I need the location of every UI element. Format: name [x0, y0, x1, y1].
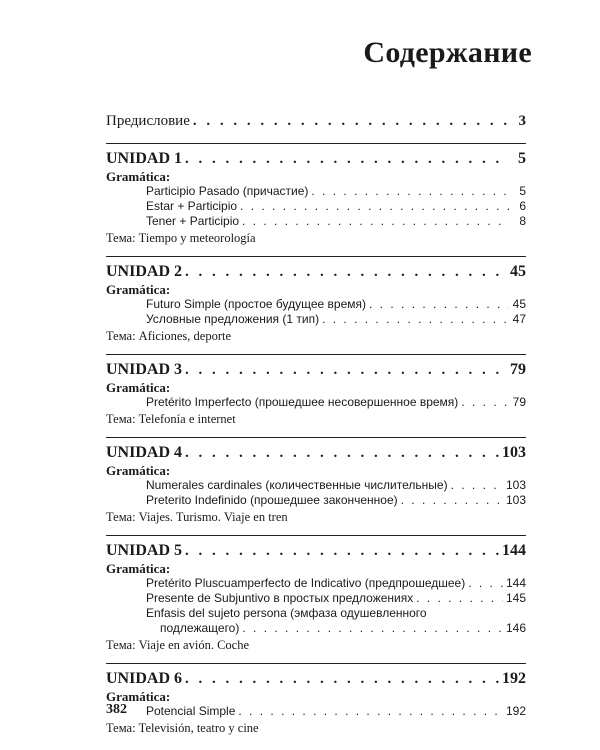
- toc-item-text: Estar + Participio: [146, 199, 238, 213]
- unit-page: 103: [502, 444, 526, 461]
- toc-item-text: Futuro Simple (простое будущее время): [146, 297, 367, 311]
- toc-item-page: 6: [519, 199, 526, 213]
- preface-label: Предисловие: [106, 113, 190, 129]
- unit-heading: [106, 443, 526, 463]
- leader-dots: [185, 443, 499, 463]
- gramatica-label: Gramática:: [106, 689, 171, 704]
- toc-item: [106, 576, 526, 591]
- toc-item: [106, 606, 526, 621]
- unit-label: UNIDAD 5: [106, 542, 182, 559]
- toc-item: [106, 493, 526, 508]
- leader-dots: [468, 576, 503, 591]
- leader-dots: [185, 360, 507, 380]
- unit-heading: [106, 262, 526, 282]
- toc-item-text: Pretérito Imperfecto (прошедшее несовершенное время): [146, 395, 459, 409]
- toc-item-text: Preterito Indefinido (прошедшее законченное): [146, 493, 398, 507]
- unit-label: UNIDAD 4: [106, 444, 182, 461]
- unit-label: UNIDAD 1: [106, 150, 182, 167]
- preface-page: 3: [518, 113, 526, 129]
- leader-dots: [185, 669, 499, 689]
- tema-line: Тема: Viaje en avión. Coche: [106, 638, 249, 652]
- toc-item-page: 103: [505, 478, 526, 492]
- unit-block: [106, 354, 526, 428]
- leader-dots: [193, 112, 509, 131]
- toc-item: [106, 184, 526, 199]
- gramatica-label: Gramática:: [106, 463, 171, 478]
- leader-dots: [242, 621, 503, 636]
- toc-item-page: 8: [519, 214, 526, 228]
- unit-label: UNIDAD 6: [106, 670, 182, 687]
- table-of-contents: [106, 112, 526, 746]
- leader-dots: [322, 312, 509, 327]
- unit-block: [106, 256, 526, 345]
- toc-item: [106, 297, 526, 312]
- leader-dots: [461, 395, 509, 410]
- toc-item-text: Enfasis del sujeto persona (эмфаза одушевленного: [146, 606, 427, 620]
- leader-dots: [369, 297, 509, 312]
- leader-dots: [185, 149, 509, 169]
- gramatica-label: Gramática:: [106, 561, 171, 576]
- toc-item-page: 146: [505, 621, 526, 635]
- unit-heading: [106, 669, 526, 689]
- toc-item-text: Условные предложения (1 тип): [146, 312, 320, 326]
- toc-item-page: 47: [512, 312, 526, 326]
- gramatica-label: Gramática:: [106, 380, 171, 395]
- unit-heading: [106, 149, 526, 169]
- unit-heading: [106, 541, 526, 561]
- toc-item-continuation: [106, 621, 526, 636]
- tema-line: Тема: Tiempo y meteorología: [106, 231, 256, 245]
- tema-line: Тема: Viajes. Turismo. Viaje en tren: [106, 510, 288, 524]
- toc-item: [106, 312, 526, 327]
- unit-label: UNIDAD 2: [106, 263, 182, 280]
- toc-item-text: Numerales cardinales (количественные числительные): [146, 478, 448, 492]
- tema-line: Тема: Aficiones, deporte: [106, 329, 232, 343]
- unit-page: 79: [510, 361, 526, 378]
- unit-block: [106, 143, 526, 247]
- toc-item-text: Participio Pasado (причастие): [146, 184, 309, 198]
- toc-item-page: 5: [519, 184, 526, 198]
- unit-block: [106, 663, 526, 737]
- leader-dots: [311, 184, 509, 199]
- toc-item-text: Presente de Subjuntivo в простых предложениях: [146, 591, 414, 605]
- leader-dots: [185, 541, 499, 561]
- toc-item-text-cont: подлежащего): [160, 621, 240, 635]
- unit-page: 192: [502, 670, 526, 687]
- unit-block: [106, 535, 526, 654]
- toc-item-text: Pretérito Pluscuamperfecto de Indicativo (предпрошедшее): [146, 576, 466, 590]
- unit-page: 5: [518, 150, 526, 167]
- toc-item: [106, 199, 526, 214]
- toc-item-page: 45: [512, 297, 526, 311]
- toc-item: [106, 395, 526, 410]
- leader-dots: [416, 591, 503, 606]
- toc-item: [106, 591, 526, 606]
- leader-dots: [185, 262, 507, 282]
- leader-dots: [451, 478, 503, 493]
- unit-page: 45: [510, 263, 526, 280]
- leader-dots: [238, 704, 503, 719]
- toc-item: [106, 478, 526, 493]
- gramatica-label: Gramática:: [106, 169, 171, 184]
- unit-heading: [106, 360, 526, 380]
- toc-item: [106, 704, 526, 719]
- toc-item-page: 79: [512, 395, 526, 409]
- tema-line: Тема: Telefonía e internet: [106, 412, 236, 426]
- toc-item-text: Potencial Simple: [146, 704, 236, 718]
- toc-item: [106, 214, 526, 229]
- unit-block: [106, 437, 526, 526]
- unit-page: 144: [502, 542, 526, 559]
- leader-dots: [242, 214, 509, 229]
- tema-line: Тема: Televisión, teatro y cine: [106, 721, 259, 735]
- toc-item-page: 192: [505, 704, 526, 718]
- units-list: [106, 143, 526, 737]
- toc-preface: [106, 112, 526, 131]
- toc-item-page: 144: [505, 576, 526, 590]
- page-number: 382: [106, 702, 127, 717]
- unit-label: UNIDAD 3: [106, 361, 182, 378]
- gramatica-label: Gramática:: [106, 282, 171, 297]
- leader-dots: [401, 493, 503, 508]
- leader-dots: [240, 199, 509, 214]
- page-title: Содержание: [363, 36, 532, 69]
- toc-item-page: 103: [505, 493, 526, 507]
- toc-item-page: 145: [505, 591, 526, 605]
- toc-item-text: Tener + Participio: [146, 214, 240, 228]
